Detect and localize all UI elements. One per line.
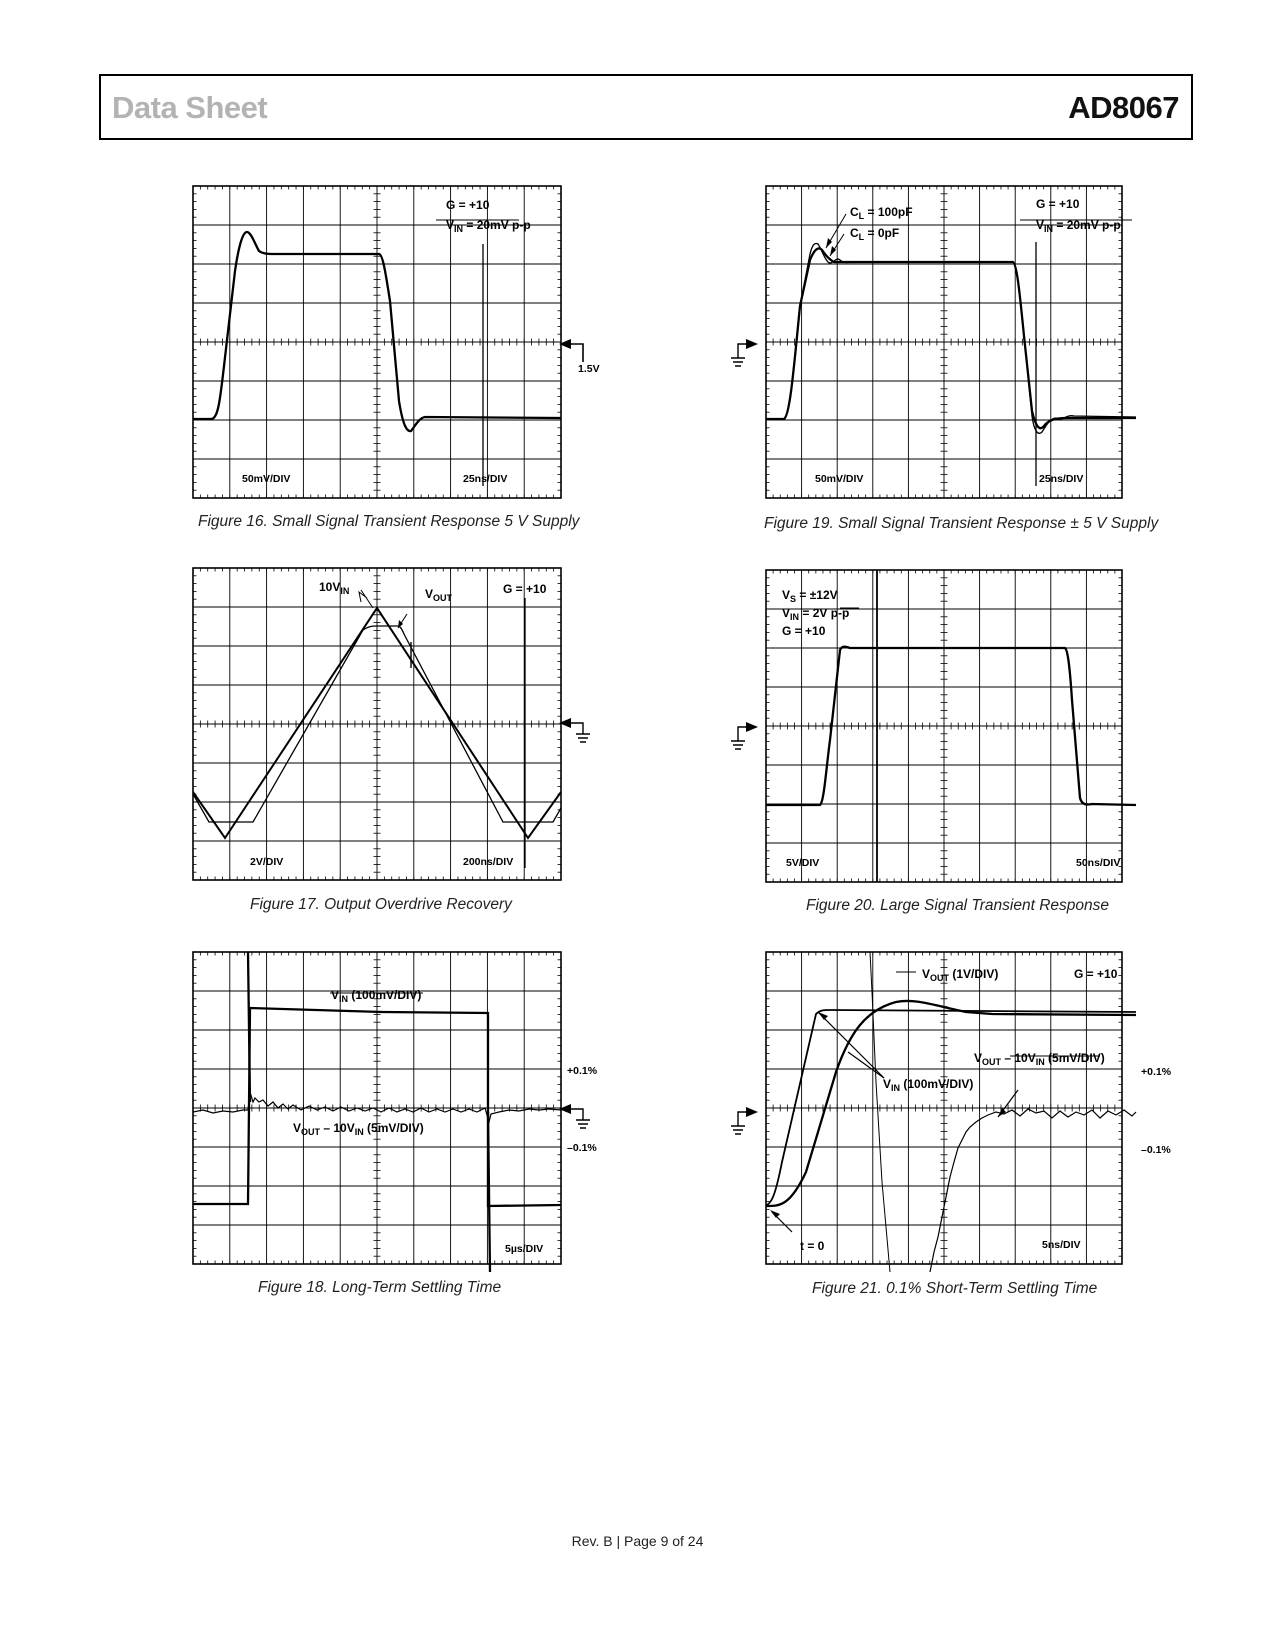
fig17-vout-label: $V_{OUT}$	[425, 587, 453, 603]
figure-18-caption: Figure 18. Long-Term Settling Time	[258, 1279, 502, 1296]
figure-19-scope	[766, 186, 1136, 506]
page-footer: Rev. B | Page 9 of 24	[571, 1533, 704, 1549]
fig21-t0-label: t = 0	[800, 1239, 825, 1253]
fig18-error-label: $V_{OUT} - 10V_{IN}$ (5mV/DIV)	[293, 1121, 424, 1137]
fig21-hscale: 5ns/DIV	[1042, 1239, 1081, 1251]
fig19-ground-marker	[731, 339, 758, 366]
fig17-grid	[193, 568, 561, 880]
fig20-vin-label: $V_{IN} = 2V$ p-p	[782, 606, 850, 622]
fig16-svg	[193, 186, 600, 506]
fig16-ref-label: 1.5V	[578, 363, 600, 375]
fig21-grid	[766, 952, 1122, 1264]
fig16-vin-label: $V_{IN} = 20mV$ p-p	[446, 218, 531, 234]
figure-16-caption: Figure 16. Small Signal Transient Response 5 V Supply	[198, 513, 580, 530]
figure-19-caption: Figure 19. Small Signal Transient Response ± 5 V Supply	[764, 515, 1159, 532]
fig19-gain-label: G = +10	[1036, 197, 1080, 211]
fig19-cl0-label: $C_L = 0pF$	[850, 226, 900, 242]
figure-21-scope	[766, 952, 1172, 1272]
fig18-hscale: 5µs/DIV	[505, 1243, 544, 1255]
fig21-svg	[766, 952, 1172, 1272]
fig18-ground-marker	[559, 1104, 590, 1128]
fig17-vin-label: $10V_{IN}$	[319, 580, 350, 596]
fig21-plus-label: +0.1%	[1141, 1066, 1172, 1078]
fig20-ground-marker	[731, 722, 758, 749]
fig19-cl100-label: $C_L = 100pF$	[850, 205, 913, 221]
fig21-minus-label: –0.1%	[1141, 1144, 1171, 1156]
figure-21-caption: Figure 21. 0.1% Short-Term Settling Time	[812, 1280, 1098, 1297]
fig20-vscale: 5V/DIV	[786, 857, 820, 869]
fig16-hscale: 25ns/DIV	[463, 473, 508, 485]
fig18-vin-label: $V_{IN}$ (100mV/DIV)	[331, 988, 422, 1004]
figure-20-caption: Figure 20. Large Signal Transient Response	[806, 897, 1109, 914]
fig20-hscale: 50ns/DIV	[1076, 857, 1121, 869]
figure-17-caption: Figure 17. Output Overdrive Recovery	[250, 896, 512, 913]
fig20-vs-label: $V_S = \pm 12V$	[782, 588, 838, 604]
fig21-error-label: $V_{OUT} - 10V_{IN}$ (5mV/DIV)	[974, 1051, 1105, 1067]
fig19-trace-0pf	[766, 248, 1136, 428]
fig21-vout-label: $V_{OUT}$ (1V/DIV)	[922, 967, 999, 983]
fig19-hscale: 25ns/DIV	[1039, 473, 1084, 485]
fig19-grid	[766, 186, 1122, 498]
fig20-svg	[766, 570, 1136, 890]
fig21-vin-label: $V_{IN}$ (100mV/DIV)	[883, 1077, 974, 1093]
figure-17-scope	[193, 568, 593, 888]
fig17-gain-label: G = +10	[503, 582, 547, 596]
figure-18-scope	[193, 952, 598, 1272]
fig18-svg	[193, 952, 598, 1272]
fig16-vscale: 50mV/DIV	[242, 473, 291, 485]
page-header	[99, 74, 1193, 140]
fig18-minus-label: –0.1%	[567, 1142, 597, 1154]
header-part-number: AD8067	[1068, 90, 1179, 125]
figure-16-scope	[193, 186, 600, 506]
fig21-gain-label: G = +10	[1074, 967, 1118, 981]
fig17-ground-marker	[559, 718, 590, 742]
figure-20-scope	[766, 570, 1136, 890]
fig19-vscale: 50mV/DIV	[815, 473, 864, 485]
fig19-svg	[766, 186, 1136, 506]
header-doc-type: Data Sheet	[112, 90, 268, 125]
fig21-ground-marker	[731, 1107, 758, 1134]
fig19-vin-label: $V_{IN} = 20mV$ p-p	[1036, 218, 1121, 234]
fig17-svg	[193, 568, 593, 888]
fig17-hscale: 200ns/DIV	[463, 856, 514, 868]
fig16-gain-label: G = +10	[446, 198, 490, 212]
fig19-trace-100pf	[766, 243, 1136, 433]
fig20-gain-label: G = +10	[782, 624, 826, 638]
fig17-vscale: 2V/DIV	[250, 856, 284, 868]
fig18-plus-label: +0.1%	[567, 1065, 598, 1077]
fig21-error-trace	[930, 1109, 1136, 1272]
